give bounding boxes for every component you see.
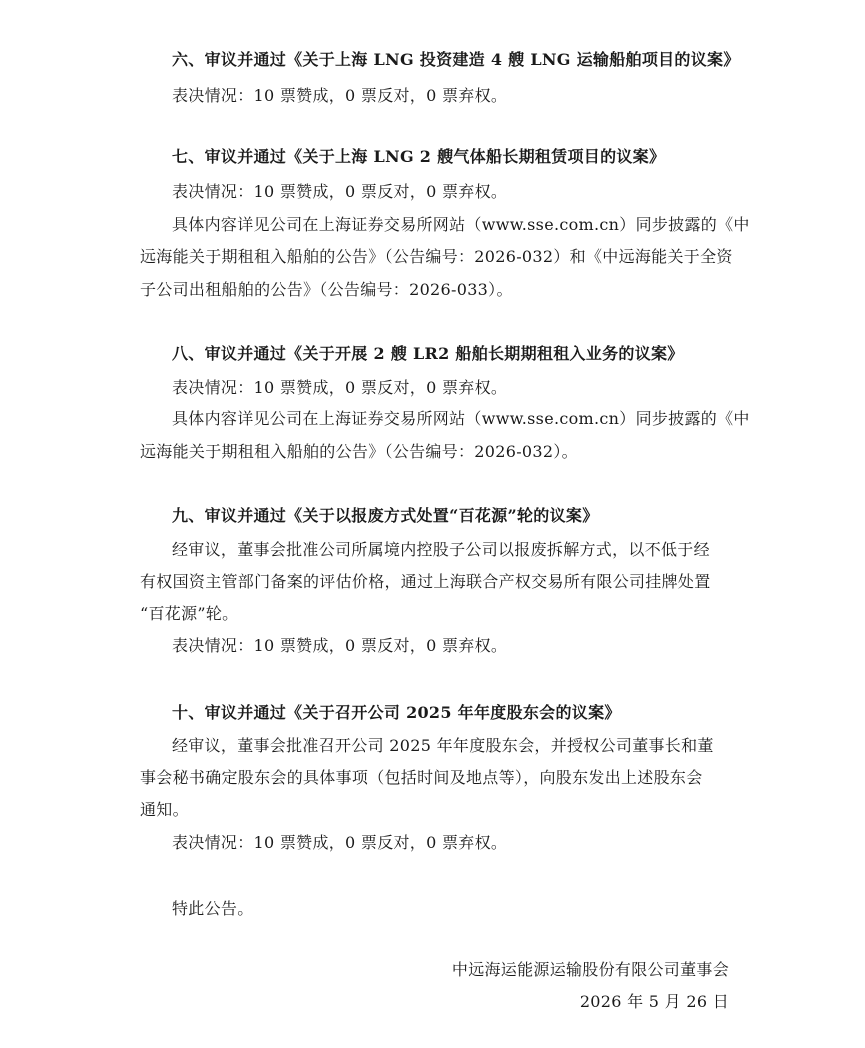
section-10-vote: 表决情况：10 票赞成，0 票反对，0 票弃权。 bbox=[172, 833, 508, 852]
section-8-heading: 八、审议并通过《关于开展 2 艘 LR2 船舶长期期租租入业务的议案》 bbox=[172, 344, 684, 363]
section-10-detail-line: 通知。 bbox=[140, 800, 189, 819]
section-10-detail-line: 事会秘书确定股东会的具体事项（包括时间及地点等），向股东发出上述股东会 bbox=[140, 768, 703, 787]
section-7-detail-line: 子公司出租船舶的公告》（公告编号：2026-033）。 bbox=[140, 280, 513, 299]
section-6-vote: 表决情况：10 票赞成，0 票反对，0 票弃权。 bbox=[172, 86, 508, 105]
section-8-vote: 表决情况：10 票赞成，0 票反对，0 票弃权。 bbox=[172, 378, 508, 397]
section-10-heading: 十、审议并通过《关于召开公司 2025 年年度股东会的议案》 bbox=[172, 703, 621, 722]
section-9-detail-line: 有权国资主管部门备案的评估价格，通过上海联合产权交易所有限公司挂牌处置 bbox=[140, 572, 711, 591]
section-10-detail-line: 经审议，董事会批准召开公司 2025 年年度股东会，并授权公司董事长和董 bbox=[172, 736, 714, 755]
section-8-detail-line: 远海能关于期租租入船舶的公告》（公告编号：2026-032）。 bbox=[140, 442, 578, 461]
section-9-detail-line: “百花源”轮。 bbox=[140, 604, 239, 623]
section-7-detail-line: 远海能关于期租租入船舶的公告》（公告编号：2026-032）和《中远海能关于全资 bbox=[140, 247, 733, 266]
section-7-vote: 表决情况：10 票赞成，0 票反对，0 票弃权。 bbox=[172, 182, 508, 201]
section-6-heading: 六、审议并通过《关于上海 LNG 投资建造 4 艘 LNG 运输船舶项目的议案》 bbox=[172, 50, 740, 69]
section-7-heading: 七、审议并通过《关于上海 LNG 2 艘气体船长期租赁项目的议案》 bbox=[172, 147, 666, 166]
section-9-detail-line: 经审议，董事会批准公司所属境内控股子公司以报废拆解方式，以不低于经 bbox=[172, 540, 710, 559]
closing-text: 特此公告。 bbox=[172, 899, 254, 918]
section-9-vote: 表决情况：10 票赞成，0 票反对，0 票弃权。 bbox=[172, 636, 508, 655]
section-8-detail-line: 具体内容详见公司在上海证券交易所网站（www.sse.com.cn）同步披露的《中 bbox=[172, 409, 750, 428]
section-7-detail-line: 具体内容详见公司在上海证券交易所网站（www.sse.com.cn）同步披露的《中 bbox=[172, 215, 750, 234]
section-9-heading: 九、审议并通过《关于以报废方式处置“百花源”轮的议案》 bbox=[172, 506, 599, 525]
signature-date: 2026 年 5 月 26 日 bbox=[579, 992, 729, 1011]
signature-org: 中远海运能源运输股份有限公司董事会 bbox=[451, 960, 729, 979]
